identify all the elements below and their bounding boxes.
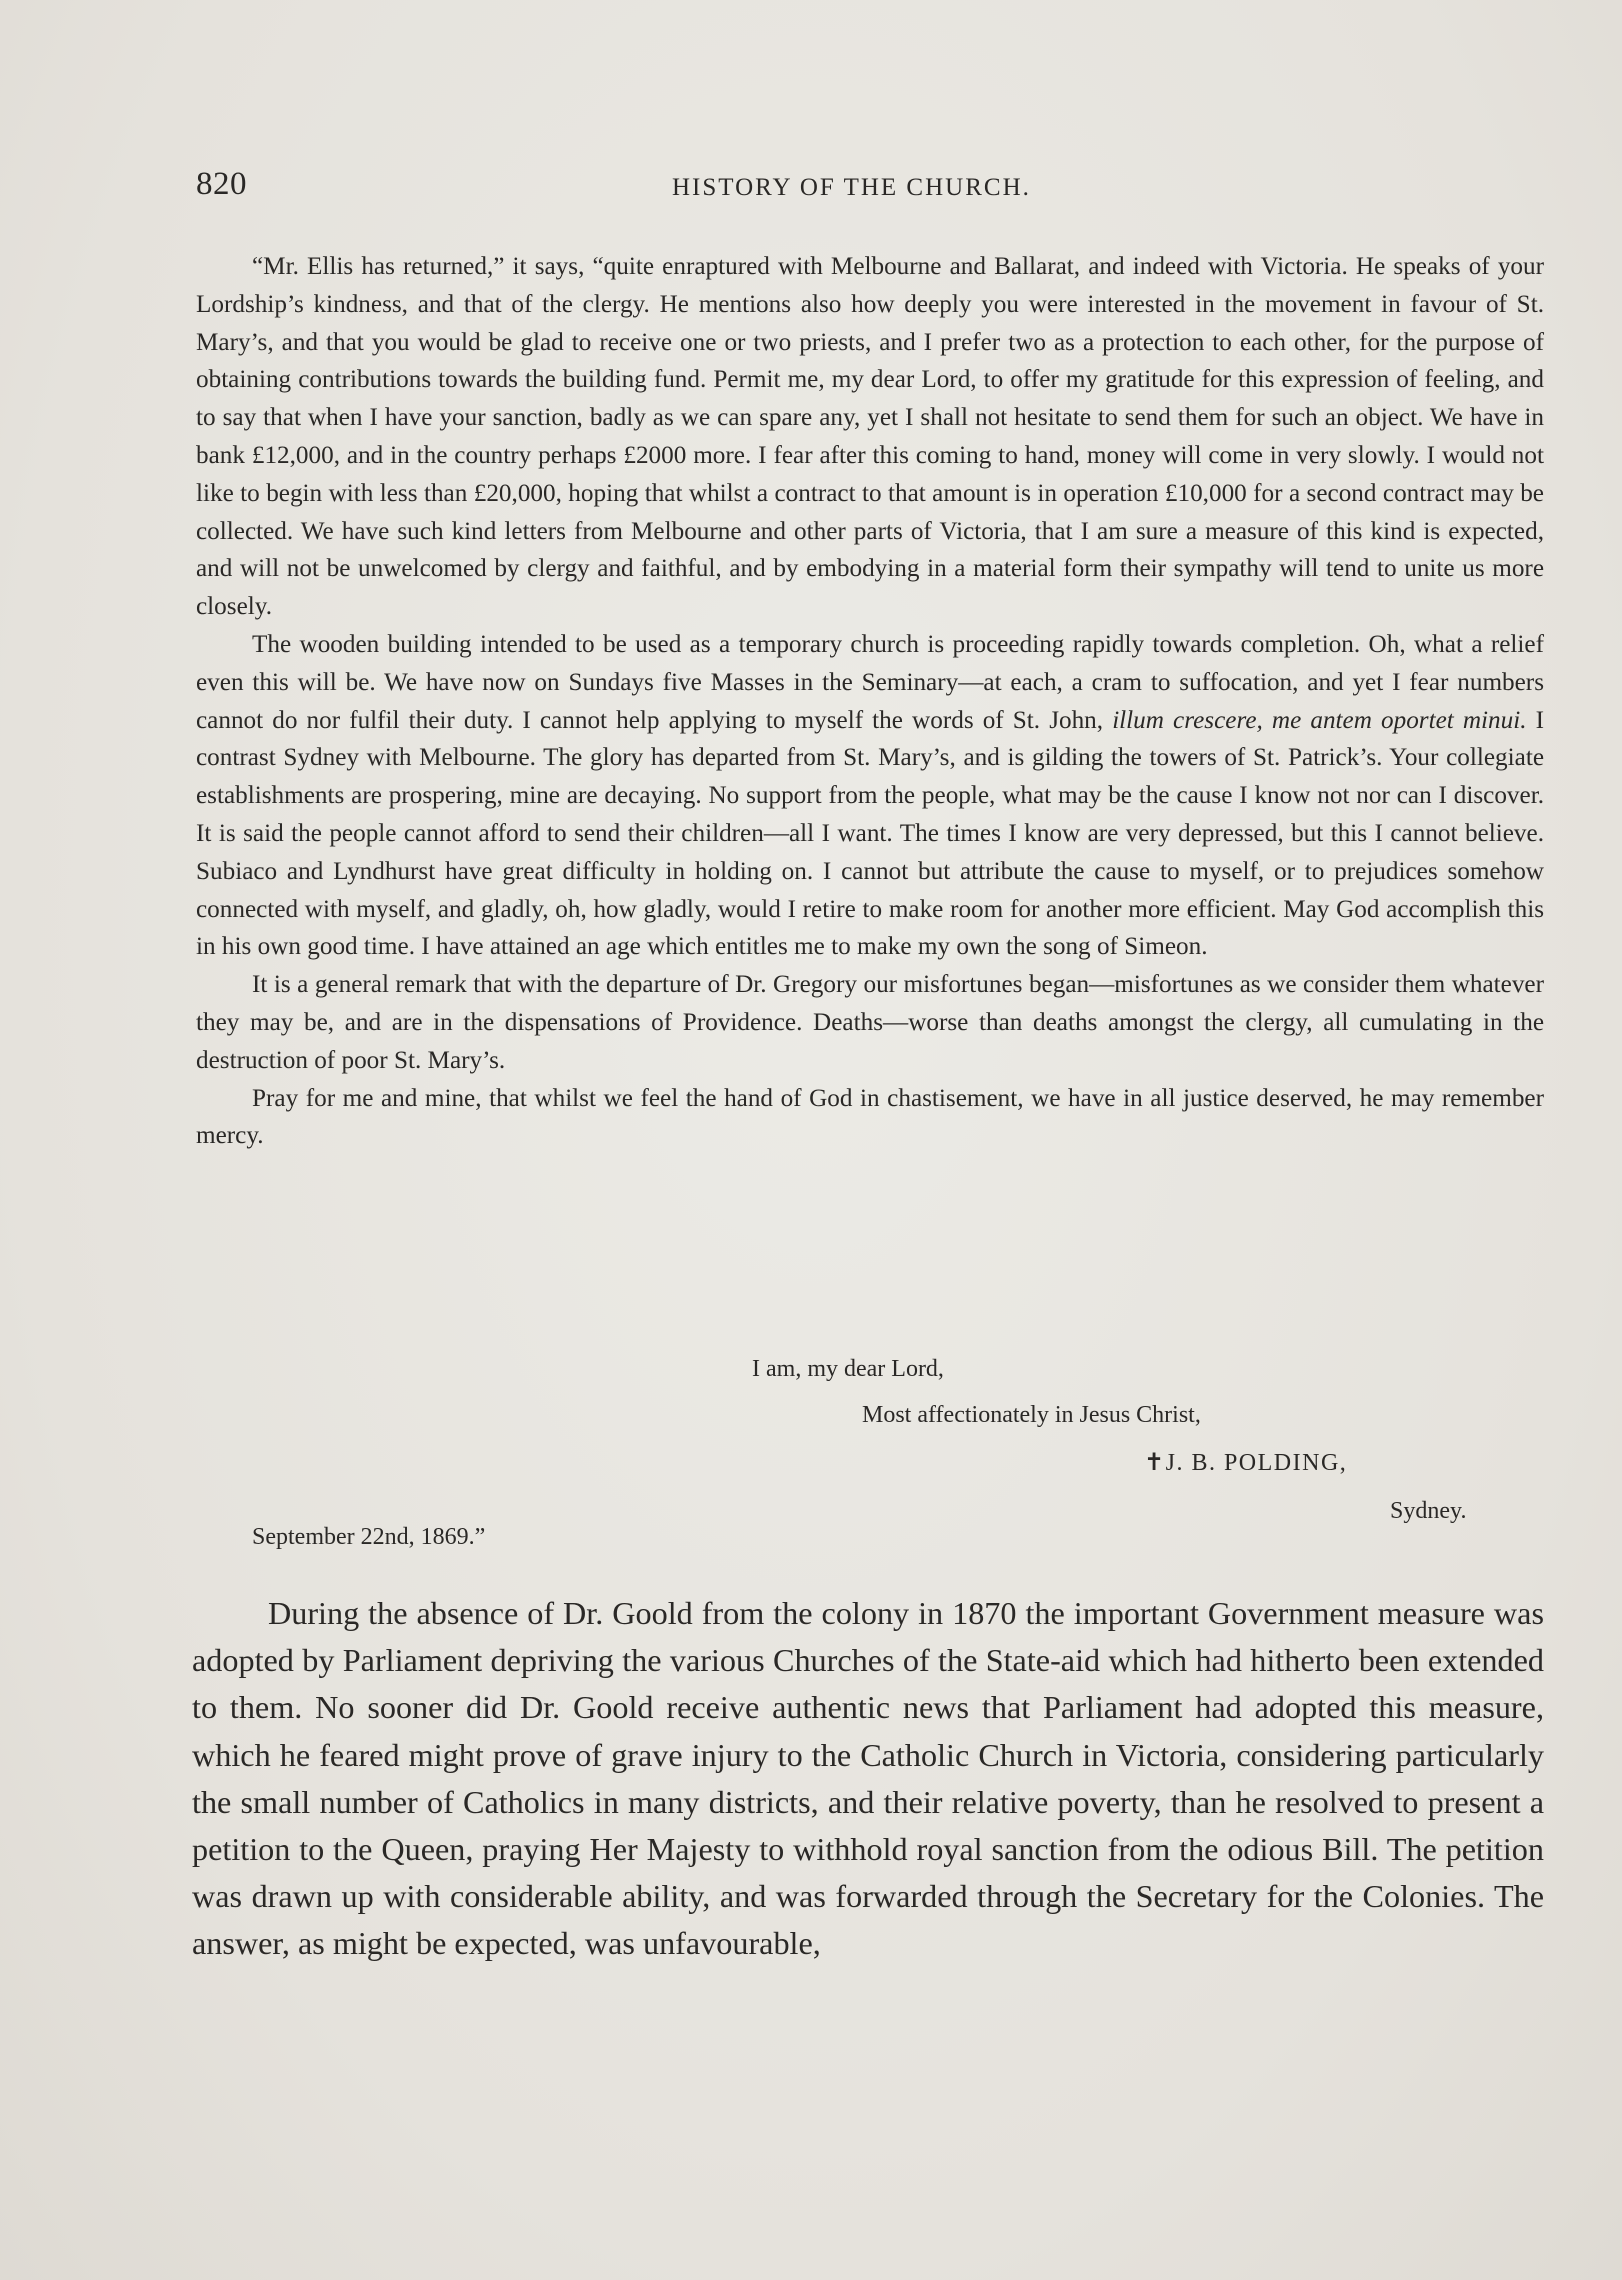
letter-paragraph: Pray for me and mine, that whilst we feel the hand of God in chastisement, we have in all justice deserved, he may remember mercy. [196,1084,1544,1150]
letter-paragraph-text: The wooden building intended to be used as a temporary church is proceeding rapidly towards completion. Oh, what a relief even this will be. We have now on Sundays five Masses in the Seminary—at each, a cram to suffocation, and yet I fear numbers cannot do nor fulfil their duty. I cannot help applying to myself the words of St. John, [196,630,1544,734]
letter-valediction: Most affectionately in Jesus Christ, [862,1402,1201,1428]
letter-signature: ✝J. B. POLDING, [1144,1450,1348,1476]
letter-paragraph: “Mr. Ellis has returned,” it says, “quite enraptured with Melbourne and Ballarat, and indeed with Victoria. He speaks of your Lordship’s kindness, and that of the clergy. He mentions also how deeply you were interested in the movement in favour of St. Mary’s, and that you would be glad to receive one or two priests, and I prefer two as a protection to each other, for the purpose of obtaining contributions towards the building fund. Permit me, my dear Lord, to offer my gratitude for this expression of feeling, and to say that when I have your sanction, badly as we can spare any, yet I shall not hesitate to send them for such an object. We have in bank £12,000, and in the country perhaps £2000 more. I fear after this coming to hand, money will come in very slowly. I would not like to begin with less than £20,000, hoping that whilst a contract to that amount is in operation £10,000 for a second contract may be collected. We have such kind letters from Melbourne and other parts of Victoria, that I am sure a measure of this kind is expected, and will not be unwelcomed by clergy and faithful, and by embodying in a material form their sympathy will tend to unite us more closely. [196,253,1544,621]
letter-paragraph: It is a general remark that with the departure of Dr. Gregory our misfortunes began—misfortunes as we consider them whatever they may be, and are in the dispensations of Providence. Deaths—worse than deaths amongst the clergy, all cumulating in the destruction of poor St. Mary’s. [196,971,1544,1074]
running-head: HISTORY OF THE CHURCH. [672,174,1031,201]
page-number: 820 [196,166,247,202]
latin-quote: illum crescere, me antem oportet minui. [1112,706,1527,734]
letter-place: Sydney. [1390,1498,1467,1524]
letter-paragraph-text: I contrast Sydney with Melbourne. The glory has departed from St. Mary’s, and is gilding the towers of St. Patrick’s. Your collegiate establishments are prospering, mine are decaying. No support from the people, what may be the cause I know not nor can I discover. It is said the people cannot afford to send their children—all I want. The times I know are very depressed, but this I cannot believe. Subiaco and Lyndhurst have great difficulty in holding on. I cannot but attribute the cause to myself, or to prejudices somehow connected with myself, and gladly, oh, how gladly, would I retire to make room for another more efficient. May God accomplish this in his own good time. I have attained an age which entitles me to make my own the song of Simeon. [196,706,1545,961]
narrative-paragraph: During the absence of Dr. Goold from the colony in 1870 the important Government measure was adopted by Parliament depriving the various Churches of the State-aid which had hitherto been extended to them. No sooner did Dr. Goold receive authentic news that Parliament had adopted this measure, which he feared might prove of grave injury to the Catholic Church in Victoria, considering particularly the small number of Catholics in many districts, and their relative poverty, than he resolved to present a petition to the Queen, praying Her Majesty to withhold royal sanction from the odious Bill. The petition was drawn up with considerable ability, and was forwarded through the Secretary for the Colonies. The answer, as might be expected, was unfavourable, [192,1595,1544,1962]
quoted-letter [196,248,1544,1155]
narrative-text [192,1590,1544,1968]
letter-salutation: I am, my dear Lord, [752,1356,944,1382]
letter-date: September 22nd, 1869.” [252,1524,486,1550]
letter-paragraph [196,626,1544,966]
